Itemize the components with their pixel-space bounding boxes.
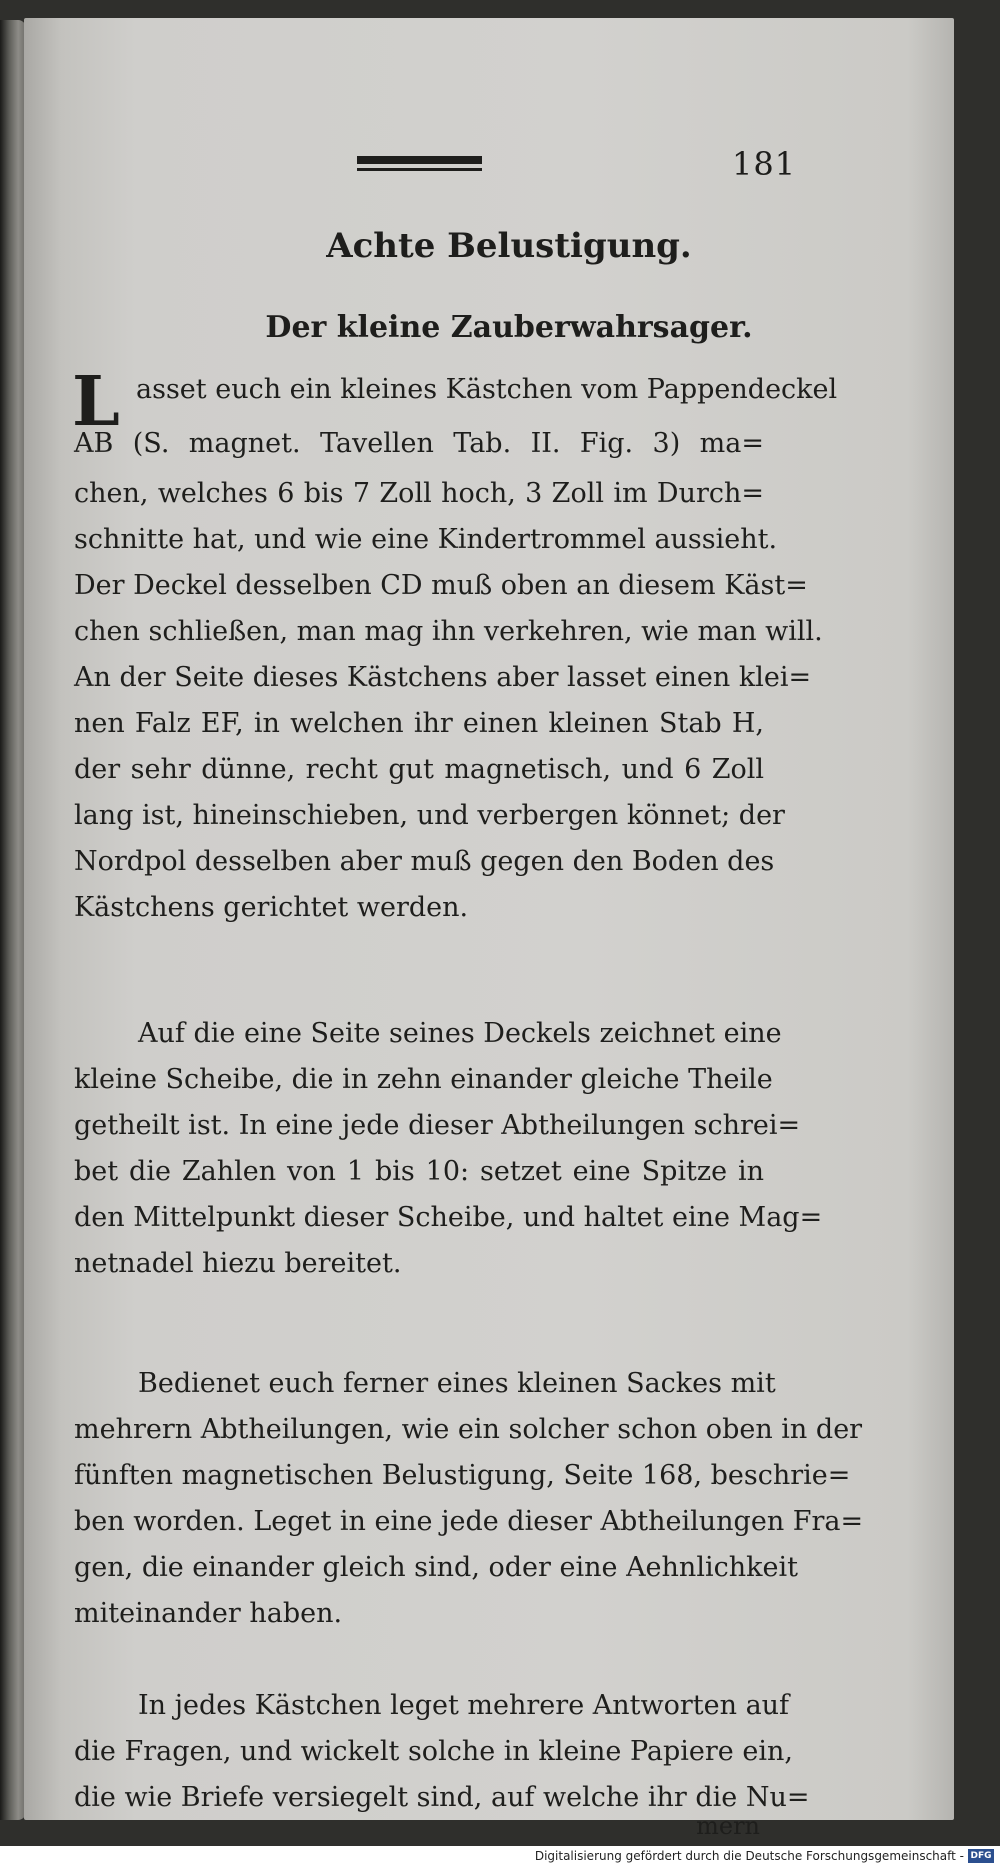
- text-line: den Mittelpunkt dieser Scheibe, und haltet eine Mag=: [74, 1202, 823, 1233]
- section-title: Der kleine Zauberwahrsager.: [265, 310, 753, 345]
- text-line: kleine Scheibe, die in zehn einander gleiche Theile: [74, 1064, 773, 1095]
- dfg-logo: DFG: [968, 1849, 994, 1863]
- text-line: nen Falz EF, in welchen ihr einen kleinen Stab H,: [74, 708, 764, 739]
- text-line: chen, welches 6 bis 7 Zoll hoch, 3 Zoll im Durch=: [74, 478, 764, 509]
- text-line: asset euch ein kleines Kästchen vom Pappendeckel: [136, 374, 838, 405]
- header-rule: [357, 156, 482, 174]
- text-line: lang ist, hineinschieben, und verbergen könnet; der: [74, 800, 785, 831]
- catchword: mern: [696, 1812, 760, 1840]
- text-line: getheilt ist. In eine jede dieser Abtheilungen schrei=: [74, 1110, 801, 1141]
- footer-credit: Digitalisierung gefördert durch die Deutsche Forschungsgemeinschaft -: [534, 1849, 964, 1863]
- facing-page-edge: [0, 20, 26, 1820]
- text-line: An der Seite dieses Kästchens aber lasset einen klei=: [74, 662, 812, 693]
- text-line: Der Deckel desselben CD muß oben an diesem Käst=: [74, 570, 808, 601]
- text-line: miteinander haben.: [74, 1598, 343, 1629]
- text-line: fünften magnetischen Belustigung, Seite 168, beschrie=: [74, 1460, 851, 1491]
- text-line: In jedes Kästchen leget mehrere Antworten auf: [138, 1690, 790, 1721]
- text-line: die wie Briefe versiegelt sind, auf welche ihr die Nu=: [74, 1782, 810, 1813]
- text-line: bet die Zahlen von 1 bis 10: setzet eine Spitze in: [74, 1156, 764, 1187]
- text-line: chen schließen, man mag ihn verkehren, wie man will.: [74, 616, 823, 647]
- text-line: die Fragen, und wickelt solche in kleine Papiere ein,: [74, 1736, 793, 1767]
- page-number: 181: [732, 145, 797, 183]
- text-line: der sehr dünne, recht gut magnetisch, und 6 Zoll: [74, 754, 764, 785]
- drop-cap: L: [72, 362, 120, 442]
- header-rule-thin: [357, 168, 482, 171]
- text-line: Auf die eine Seite seines Deckels zeichnet eine: [138, 1018, 782, 1049]
- text-line: gen, die einander gleich sind, oder eine Aehnlichkeit: [74, 1552, 798, 1583]
- text-line: schnitte hat, und wie eine Kindertrommel aussieht.: [74, 524, 778, 555]
- text-line: Kästchens gerichtet werden.: [74, 892, 469, 923]
- header-rule-thick: [357, 156, 482, 164]
- text-line: ben worden. Leget in eine jede dieser Abtheilungen Fra=: [74, 1506, 864, 1537]
- text-line: Nordpol desselben aber muß gegen den Boden des: [74, 846, 775, 877]
- text-line: mehrern Abtheilungen, wie ein solcher schon oben in der: [74, 1414, 863, 1445]
- text-line: Bedienet euch ferner eines kleinen Sackes mit: [138, 1368, 776, 1399]
- chapter-title: Achte Belustigung.: [326, 226, 692, 266]
- text-line: AB (S. magnet. Tavellen Tab. II. Fig. 3) ma=: [74, 428, 764, 459]
- text-line: netnadel hiezu bereitet.: [74, 1248, 402, 1279]
